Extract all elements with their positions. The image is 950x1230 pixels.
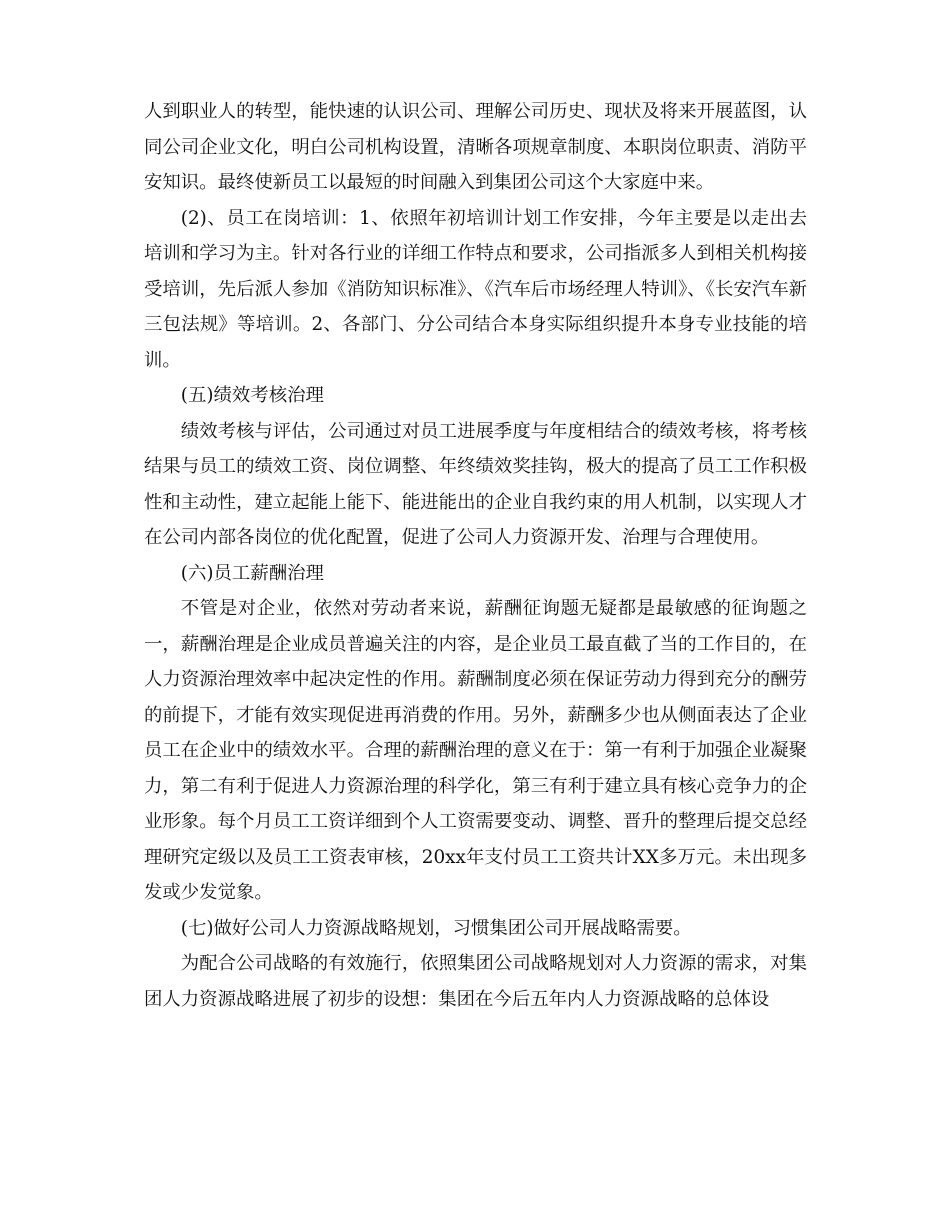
section-heading-hr-strategy: (七)做好公司人力资源战略规划，习惯集团公司开展战略需要。 bbox=[180, 917, 692, 939]
paragraph-salary: 不管是对企业，依然对劳动者来说，薪酬征询题无疑都是最敏感的征询题之一，薪酬治理是企业成员普遍关注的内容，是企业员工最直截了当的工作目的，在人力资源治理效率中起决定性的作用。薪酬制度必须在保证劳动力得到充分的酬劳的前提下，才能有效实现促进再消费的作用。另外，薪酬多少也从侧面表达了企业员工在企业中的绩效水平。合理的薪酬治理的意义在于：第一有利于加强企业凝聚力，第二有利于促进人力资源治理的科学化，第三有利于建立具有核心竞争力的企业形象。每个月员工工资详细到个人工资需要变动、调整、晋升的整理后提交总经理研究定级以及员工工资表审核，20xx年支付员工工资共计XX多万元。未出现多发或少发觉象。 bbox=[144, 598, 807, 903]
paragraph-performance: 绩效考核与评估，公司通过对员工进展季度与年度相结合的绩效考核，将考核结果与员工的绩效工资、岗位调整、年终绩效奖挂钩，极大的提高了员工工作积极性和主动性，建立起能上能下、能进能出的企业自我约束的用人机制，以实现人才在公司内部各岗位的优化配置，促进了公司人力资源开发、治理与合理使用。 bbox=[144, 420, 807, 548]
paragraph-hr-strategy: 为配合公司战略的有效施行，依照集团公司战略规划对人力资源的需求，对集团人力资源战略进展了初步的设想：集团在今后五年内人力资源战略的总体设 bbox=[144, 953, 807, 1010]
paragraph-on-job-training: (2)、员工在岗培训：1、依照年初培训计划工作安排，今年主要是以走出去培训和学习为主。针对各行业的详细工作特点和要求，公司指派多人到相关机构接受培训，先后派人参加《消防知识标准》、《汽车后市场经理人特训》、《长安汽车新三包法规》等培训。2、各部门、分公司结合本身实际组织提升本身专业技能的培训。 bbox=[144, 207, 807, 371]
paragraph-onboarding-continued: 人到职业人的转型，能快速的认识公司、理解公司历史、现状及将来开展蓝图，认同公司企业文化，明白公司机构设置，清晰各项规章制度、本职岗位职责、消防平安知识。最终使新员工以最短的时间融入到集团公司这个大家庭中来。 bbox=[144, 101, 807, 193]
section-heading-performance: (五)绩效考核治理 bbox=[180, 385, 324, 406]
section-heading-salary: (六)员工薪酬治理 bbox=[180, 562, 324, 584]
